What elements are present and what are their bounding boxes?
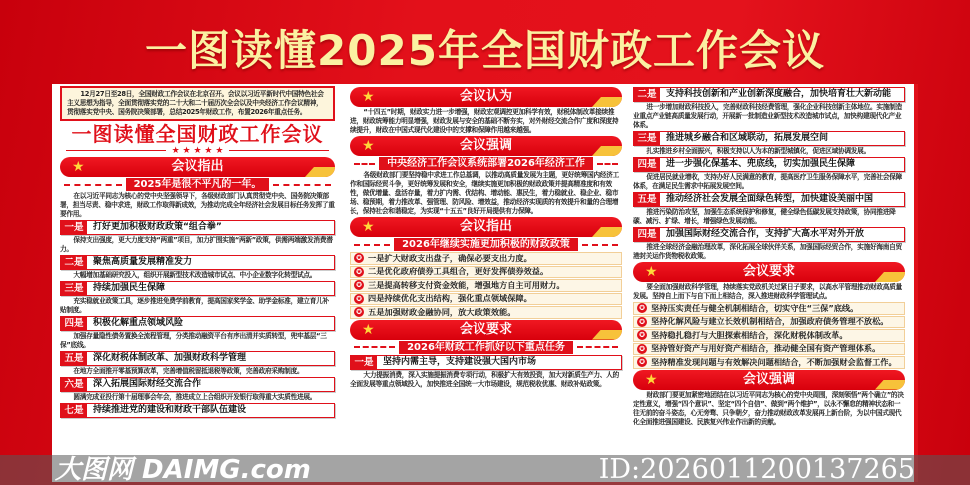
content-panel (52, 84, 918, 482)
item-header (60, 403, 335, 418)
item-title: 深入拓展国际财经交流合作 (93, 379, 202, 389)
ribbon-text: 中央经济工作会议系统部署2026年经济工作 (379, 157, 593, 170)
section-subtitle: 一图读懂全国财政工作会议 (71, 122, 324, 146)
star-badge-icon: ✪ (637, 330, 647, 340)
list-item-text: 坚持管好资产与用好资产相结合，推动健全国有资产管理体系。 (651, 343, 881, 354)
list-item-text: 三是提高转移支付资金效能，增强地方自主可用财力。 (368, 279, 565, 290)
paragraph: 圆满完成亚投行第十届理事会年会，推进成立上合组织开发银行取得重大实质性进展。 (73, 393, 317, 401)
banner-title: 会议指出 (171, 159, 224, 174)
watermark-id: ID:20260112001372​65 (598, 454, 915, 485)
item-title: 推动经济社会发展全面绿色转型，加快建设美丽中国 (666, 194, 874, 204)
list-item (350, 306, 622, 319)
item-header (60, 281, 335, 296)
ribbon-text: 2026年继续实施更加积极的财政政策 (394, 238, 578, 251)
list-item (350, 279, 622, 292)
paragraph: 保持支出强度，更大力度支持“两重”项目，加力扩围实施“两新”政策，供需两端激发消费潜力。 (60, 236, 333, 253)
item-title: 持续加强民生保障 (93, 283, 166, 293)
item-header (60, 377, 335, 392)
banner-corner (305, 167, 335, 177)
list-item (633, 343, 905, 356)
poster-title: 一图读懂2025年全国财政工作会议 (145, 26, 825, 75)
banner-title: 会议要求 (742, 264, 795, 279)
banner-corner (875, 380, 905, 390)
star-badge-icon: ✪ (637, 303, 647, 313)
paragraph: “十四五”时期，财政实力进一步增强，财政宏观调控更加科学有效，财税体制改革接续推进，财政统筹能力明显增强，财政发展与安全的基础不断夯实，对外财经交流合作广度和深度持续提升，财政在中国式现代化建设中的支撑和保障作用越来越强。 (350, 108, 619, 134)
banner-title: 会议认为 (459, 89, 512, 104)
star-icon: ★ (645, 371, 658, 388)
star-icon: ★ (362, 219, 375, 235)
item-header (60, 255, 335, 270)
banner-title: 会议强调 (742, 371, 795, 387)
item-header (60, 316, 335, 331)
item-title: 加强国际财经交流合作，支持扩大高水平对外开放 (666, 229, 865, 239)
section-banner (350, 217, 622, 237)
item-title: 聚焦高质量发展精准发力 (93, 257, 193, 267)
list-item (633, 356, 905, 369)
item-label: 四是 (634, 158, 660, 171)
star-icon: ★ (645, 264, 658, 280)
paragraph: 大幅增加基础研究投入，组织开展新型技术改造城市试点、中小企业数字化转型试点。 (73, 271, 317, 279)
star-icon: ★ (72, 159, 85, 175)
item-title: 坚持内需主导，支持建设强大国内市场 (383, 356, 537, 367)
item-header (60, 220, 335, 235)
list-item (633, 302, 905, 315)
item-label: 四是 (61, 317, 87, 330)
list-item-text: 坚持化解风险与建立长效机制相结合，加强政府债务管理不放松。 (651, 316, 889, 327)
item-label: 一是 (351, 356, 377, 369)
star-badge-icon: ✪ (354, 280, 364, 290)
list-item-text: 二是优化政府债券工具组合，更好发挥债券效益。 (368, 266, 549, 277)
watermark-bar (0, 455, 970, 485)
item-label: 五是 (634, 193, 660, 206)
banner-title: 会议强调 (459, 138, 512, 153)
star-badge-icon: ✪ (354, 294, 364, 304)
ribbon-heading (350, 157, 622, 170)
item-label: 六是 (61, 378, 87, 391)
list-item-text: 坚持稳扎稳打与大胆探索相结合，深化财税体制改革。 (651, 329, 848, 340)
banner-corner (592, 330, 622, 340)
paragraph: 在以习近平同志为核心的党中央坚强领导下，各级财政部门认真贯彻党中央、国务院决策部署，担当尽责、稳中求进，财政工作取得新成效，为推动完成全年经济社会发展目标任务发挥了重要作用。 (60, 192, 335, 218)
item-header (633, 227, 905, 242)
star-badge-icon: ✪ (354, 267, 364, 277)
banner-title: 会议要求 (459, 321, 512, 337)
item-header (633, 192, 905, 207)
intro-box: 12月27日至28日，全国财政工作会议在北京召开。会议以习近平新时代中国特色社会主义思想为指导，全面贯彻落实党的二十大和二十届历次全会以及中央经济工作会议精神，贯彻落实党中央、国务院决策部署，总结2025年财政工作，布置2026年重点任务。 (60, 86, 335, 121)
banner-corner (592, 227, 622, 237)
section-banner (350, 87, 622, 107)
paragraph: 各级财政部门要坚持稳中求进工作总基调，以推动高质量发展为主题，更好统筹国内经济工作和国际经贸斗争，更好统筹发展和安全，继续实施更加积极的财政政策并提高精准度和有效性，做优增量、盘活存量，着力扩内需、优结构、增动能、惠民生，着力稳就业、稳企业、稳市场、稳预期，着力推改革、强管理、防风险、增效益，推动经济实现质的有效提升和量的合理增长，保持社会和谐稳定，为实现“十五五”良好开局提供有力保障。 (350, 171, 619, 215)
paragraph: 扎实推进乡村全面振兴，积极支持以人为本的新型城镇化，促进区域协调发展。 (646, 147, 870, 155)
paragraph: 要全面加强财政科学管理，持续落实党政机关过紧日子要求，以高水平管理推动财政高质量发展。坚持自上而下与自下而上相结合，深入推进财政科学管理试点。 (633, 283, 902, 300)
item-header (60, 351, 335, 366)
paragraph: 大力提振消费，深入实施提振消费专项行动，积极扩大有效投资，加大对新质生产力、人的全面发展等重点领域投入，加快推进全国统一大市场建设，规范税收优惠、财政补贴政策。 (350, 370, 619, 388)
section-banner (350, 320, 622, 340)
star-badge-icon: ✪ (354, 253, 364, 263)
list-item (350, 252, 622, 265)
list-item (350, 266, 622, 279)
item-label: 三是 (634, 132, 660, 145)
list-item-text: 一是扩大财政支出盘子，确保必要支出力度。 (368, 252, 532, 263)
item-header (633, 131, 905, 146)
star-icon: ★ (362, 321, 375, 338)
list-item-text: 坚持压实责任与健全机制相结合，切实守住“三保”底线。 (651, 302, 859, 313)
section-banner (60, 157, 335, 177)
star-badge-icon: ✪ (637, 317, 647, 327)
list-item (350, 293, 622, 306)
list-item-text: 五是加强财政金融协同，放大政策效能。 (368, 306, 516, 317)
item-title: 深化财税体制改革、加强财政科学管理 (93, 353, 247, 363)
paragraph: 推进污染防治攻坚，加强生态系统保护和修复，健全绿色低碳发展支持政策，协同推进降碳、减污、扩绿、增长，增强绿色发展动能。 (633, 208, 896, 225)
list-item (633, 316, 905, 329)
paragraph: 进一步增加财政科技投入，完善财政科技经费管理，强化企业科技创新主体地位。实施制造业重点产业链高质量发展行动，开展新一批制造业新型技术改造城市试点，加快构建现代化产业体系。 (633, 103, 902, 129)
paragraph: 在地方全面推开零基预算改革，完善增值税留抵退税等政策，完善政府采购制度。 (73, 367, 304, 375)
watermark-site: 大图网 DAIMG.com (55, 455, 311, 485)
section-banner (350, 136, 622, 156)
paragraph: 促进居民就业增收，支持办好人民满意的教育，提高医疗卫生服务保障水平，完善社会保障体系，在满足民生需求中拓展发展空间。 (633, 173, 902, 190)
star-badge-icon: ✪ (354, 307, 364, 317)
paragraph: 推进全球经济金融治理改革，深化拓展全球伙伴关系，加强国际经贸合作，实施好海南自贸港封关运作货物税收政策。 (633, 243, 902, 260)
list-item (633, 329, 905, 342)
item-label: 二是 (61, 256, 87, 269)
item-label: 五是 (61, 352, 87, 365)
item-label: 一是 (61, 221, 87, 234)
banner-corner (592, 97, 622, 107)
item-title: 推进城乡融合和区域联动，拓展发展空间 (666, 133, 829, 143)
item-title: 打好更加积极财政政策“组合拳” (93, 222, 222, 232)
star-badge-icon: ✪ (637, 357, 647, 367)
list-item-text: 坚持精准发现问题与有效解决问题相结合，不断加强财会监督工作。 (651, 356, 897, 367)
ribbon-text: 2025年是很不平凡的一年。 (126, 178, 270, 191)
star-icon: ★ (362, 138, 375, 154)
banner-corner (875, 272, 905, 282)
item-header (633, 157, 905, 172)
left-column (60, 86, 335, 419)
paragraph: 加强存量隐性债务置换全流程管理，分类推动融资平台有序出清并实质转型，兜牢基层“三保”底线。 (60, 332, 327, 349)
banner-corner (592, 146, 622, 156)
section-banner (633, 262, 905, 282)
item-label: 四是 (634, 228, 660, 241)
ribbon-heading (350, 341, 622, 354)
item-label: 二是 (634, 88, 660, 101)
banner-title: 会议指出 (459, 219, 512, 234)
stars-divider: ★ ★ ★ ★ ★ (60, 145, 335, 156)
item-label: 七是 (61, 404, 87, 417)
star-icon: ★ (362, 89, 375, 105)
ribbon-heading (350, 238, 622, 251)
right-column (633, 86, 905, 428)
section-banner (633, 370, 905, 390)
star-badge-icon: ✪ (637, 344, 647, 354)
item-title: 积极化解重点领域风险 (93, 318, 184, 328)
item-label: 三是 (61, 282, 87, 295)
item-title: 支持科技创新和产业创新深度融合，加快培育壮大新动能 (666, 89, 892, 99)
ribbon-heading (60, 178, 335, 191)
paragraph: 财政部门要更加紧密地团结在以习近平同志为核心的党中央周围，深刻领悟“两个确立”的决定性意义，增强“四个意识”、坚定“四个自信”、做到“两个维护”，以永不懈怠的精神状态和一往无前的奋斗姿态，心无旁骛、只争朝夕，奋力推动财政改革发展再上新台阶，为以中国式现代化全面推进强国建设、民族复兴伟业作出新的贡献。 (633, 390, 904, 426)
item-title: 进一步强化保基本、兜底线，切实加强民生保障 (666, 159, 856, 169)
paragraph: 充实稳就业政策工具，逐步推进免费学前教育，提高国家奖学金、助学金标准，建立育儿补贴制度。 (60, 297, 329, 314)
item-header (633, 87, 905, 102)
item-header (350, 355, 622, 370)
ribbon-text: 2026年财政工作抓好以下重点任务 (399, 341, 573, 354)
item-title: 持续推进党的建设和财政干部队伍建设 (93, 405, 247, 415)
list-item-text: 四是持续优化支出结构，强化重点领域保障。 (368, 293, 532, 304)
middle-column (350, 86, 622, 390)
